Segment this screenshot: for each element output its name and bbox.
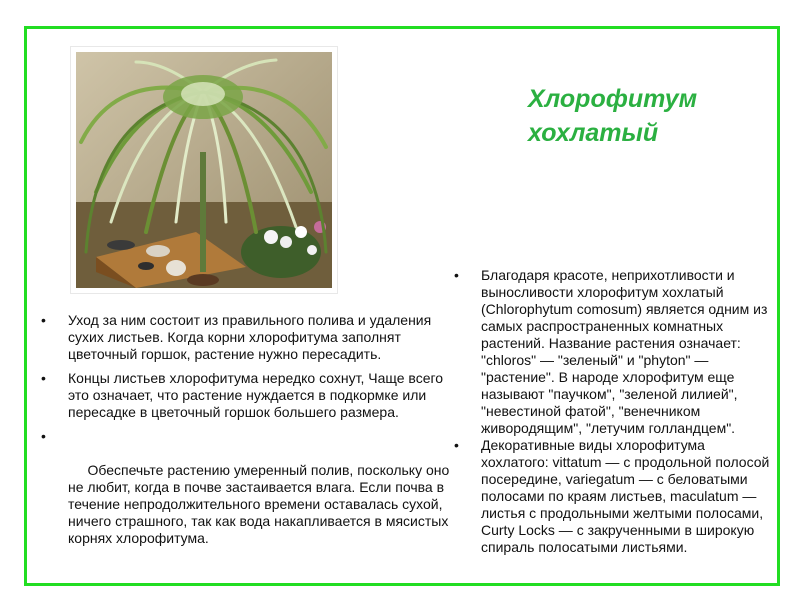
page-title bbox=[528, 82, 768, 150]
list-item bbox=[454, 267, 771, 437]
title-line-1: Хлорофитум bbox=[528, 85, 698, 113]
list-item bbox=[41, 370, 458, 421]
list-item-text: Концы листьев хлорофитума нередко сохнут, Чаще всего это означает, что растение нуждается в подкормке или пересадке в цветочный горшок большего размера. bbox=[68, 370, 444, 420]
care-list bbox=[41, 312, 458, 571]
chlorophytum-plant-photo-icon bbox=[76, 52, 332, 288]
plant-photo bbox=[71, 47, 337, 293]
list-item bbox=[41, 428, 458, 564]
list-item bbox=[454, 437, 771, 556]
bullet-icon: • bbox=[454, 437, 459, 453]
bullet-icon: • bbox=[41, 312, 46, 328]
description-list bbox=[454, 267, 771, 556]
list-item-text: Декоративные виды хлорофитума хохлатого: vittatum — с продольной полосой посередине, variegatum — с беловатыми полосами по краям листьев, maculatum — листья с продольными желтыми полосами, Curty Locks — с закрученными в широкую спираль полосатыми листьями. bbox=[481, 437, 770, 555]
bullet-icon: • bbox=[41, 370, 46, 386]
list-item-text: Благодаря красоте, неприхотливости и выносливости хлорофитум хохлатый (Chlorophytum comosum) является одним из самых распространенных комнатных растений. Название растения означает: "chloros" — "зеленый" и "phyton" — "растение". В народе хлорофитум еще называют "паучком", "зеленой лилией", "невестиной фатой", "венечником живородящим", "летучим голландцем". bbox=[481, 267, 768, 436]
list-item-text: Обеспечьте растению умеренный полив, поскольку оно не любит, когда в почве застаивается влага. Если почва в течение непродолжительного времени оставалась сухой, ничего страшного, так как вода накапливается в мясистых корнях хлорофитума. bbox=[68, 462, 454, 546]
list-item bbox=[41, 312, 458, 363]
title-line-2: хохлатый bbox=[528, 119, 659, 147]
list-item-text: Уход за ним состоит из правильного полива и удаления сухих листьев. Когда корни хлорофитума заполнят цветочный горшок, растение нужно пересадить. bbox=[68, 312, 432, 362]
bullet-icon: • bbox=[41, 428, 46, 444]
bullet-icon: • bbox=[454, 267, 459, 283]
